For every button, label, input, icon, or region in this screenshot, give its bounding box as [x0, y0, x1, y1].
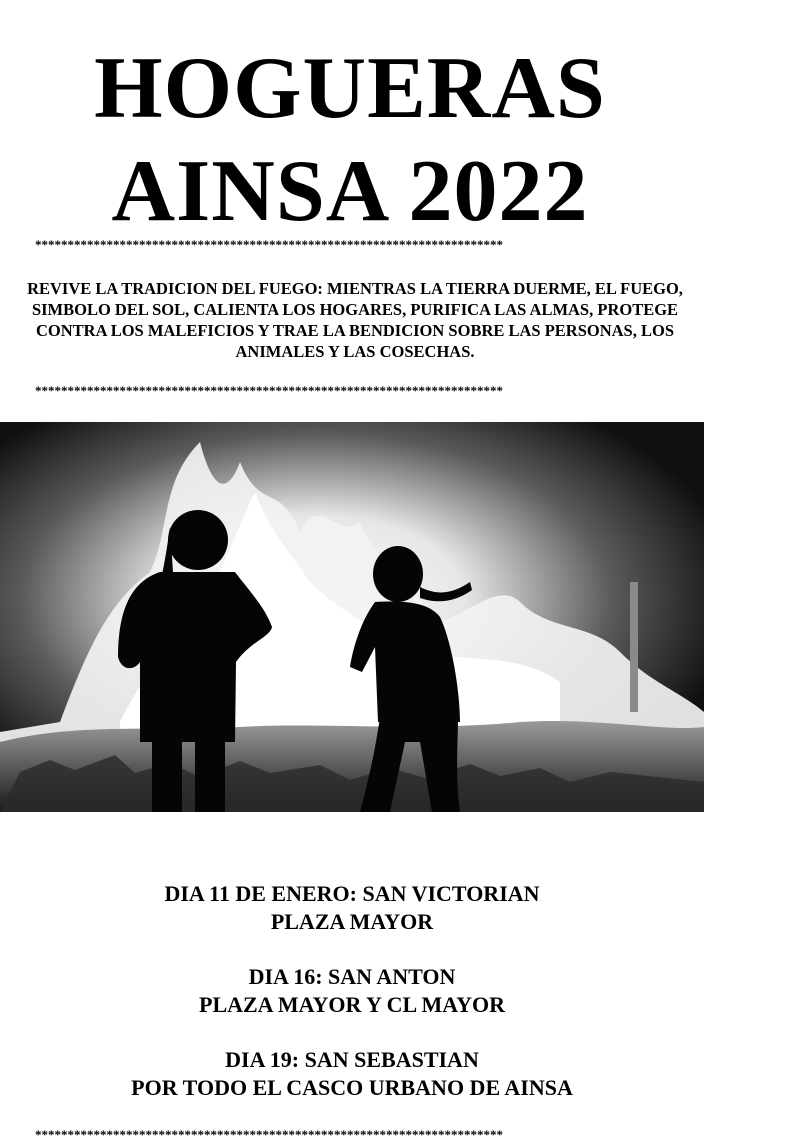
event-item — [0, 880, 704, 936]
event-place: POR TODO EL CASCO URBANO DE AINSA — [131, 1075, 573, 1100]
star-separator-bottom: ************************************************************************ — [35, 1128, 503, 1142]
event-place: PLAZA MAYOR Y CL MAYOR — [199, 992, 505, 1017]
intro-paragraph: REVIVE LA TRADICION DEL FUEGO: MIENTRAS LA TIERRA DUERME, EL FUEGO, SIMBOLO DEL SOL, CALIENTA LOS HOGARES, PURIFICA LAS ALMAS, PROTEGE CONTRA LOS MALEFICIOS Y TRAE LA BENDICION SOBRE LAS PERSONAS, LOS ANIMALES Y LAS COSECHAS. — [27, 279, 683, 361]
events-list — [0, 880, 704, 1129]
event-item — [0, 963, 704, 1019]
event-date: DIA 11 DE ENERO: SAN VICTORIAN — [164, 881, 540, 906]
bonfire-photo — [0, 422, 704, 812]
star-separator-top: ************************************************************************ — [35, 238, 503, 252]
event-date: DIA 19: SAN SEBASTIAN — [225, 1047, 479, 1072]
poster-title-line-1: HOGUERAS — [94, 40, 606, 137]
event-item — [0, 1046, 704, 1102]
star-separator-middle: ************************************************************************ — [35, 384, 503, 398]
event-place: PLAZA MAYOR — [270, 909, 434, 934]
event-date: DIA 16: SAN ANTON — [248, 964, 456, 989]
poster-title-line-2: AINSA 2022 — [111, 143, 589, 240]
